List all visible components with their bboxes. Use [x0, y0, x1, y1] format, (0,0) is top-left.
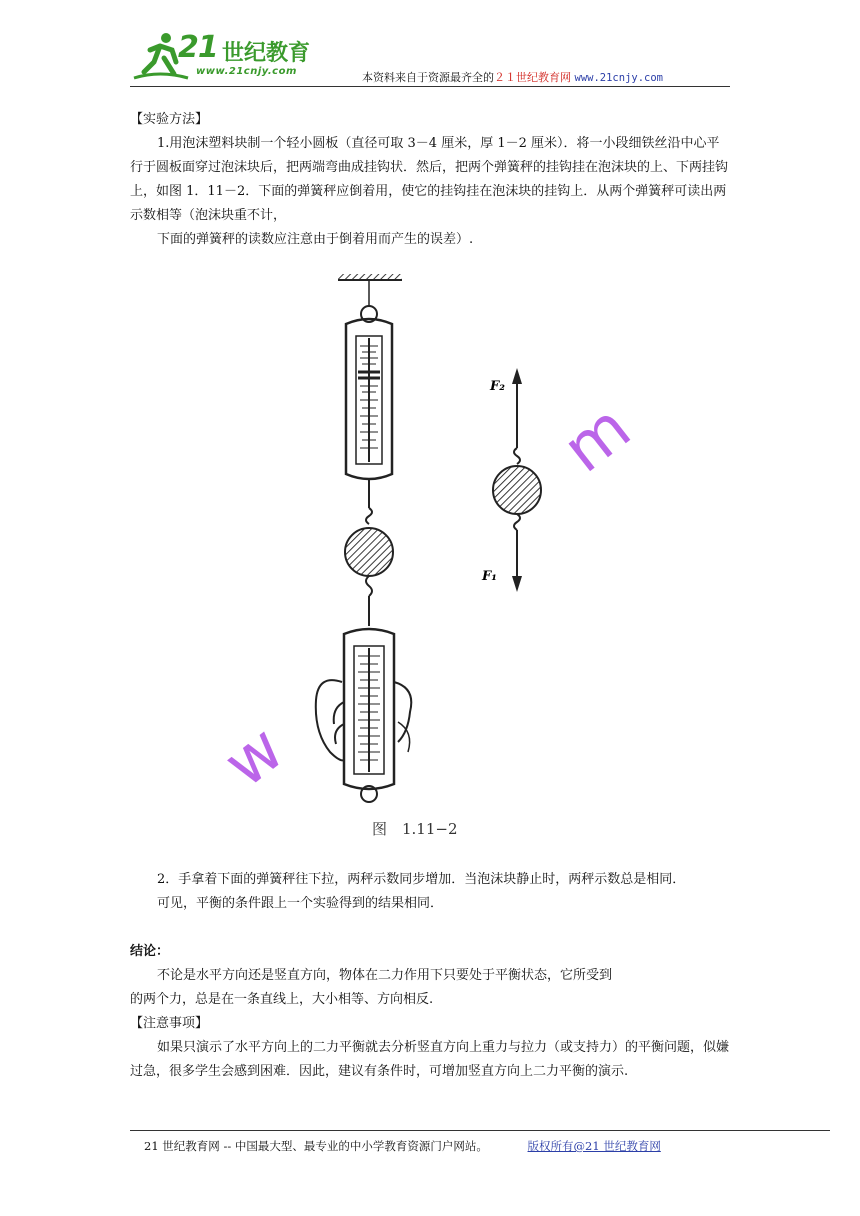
notes-section: [130, 1012, 730, 1084]
notes-paragraph: 如果只演示了水平方向上的二力平衡就去分析竖直方向上重力与拉力（或支持力）的平衡问题，似嫌过急，很多学生会感到困难．因此，建议有条件时，可增加竖直方向上二力平衡的演示.: [130, 1040, 730, 1079]
method-paragraph-1: 1.用泡沫塑料块制一个轻小圆板（直径可取 3－4 厘米，厚 1－2 厘米）．将一小段细铁丝沿中心平行于圆板面穿过泡沫块后，把两端弯曲成挂钩状．然后，把两个弹簧秤的挂钩挂在泡沫块的上、下两挂钩上，如图 1．11－2．下面的弹簧秤应倒着用，使它的挂钩挂在泡沫块的挂钩上．从两个弹簧秤可读出两示数相等（泡沫块重不计，: [130, 136, 729, 223]
force-label-f2: F₂: [490, 379, 505, 394]
conclusion-heading: 结论：: [130, 944, 170, 959]
force-label-f1: F₁: [482, 569, 497, 584]
conclusion-section: [130, 940, 730, 1012]
footer-divider: [130, 1130, 830, 1131]
step2-section: [130, 868, 730, 916]
upper-spring-scale: [346, 306, 392, 524]
conclusion-line-1: 不论是水平方向还是竖直方向，物体在二力作用下只要处于平衡状态，它所受到: [157, 968, 613, 983]
step2-paragraph-1: 2．手拿着下面的弹簧秤往下拉，两秤示数同步增加．当泡沫块静止时，两秤示数总是相同．: [157, 872, 686, 887]
method-paragraph-2: 下面的弹簧秤的读数应注意由于倒着用而产生的误差）.: [157, 232, 474, 247]
lower-spring-scale: [316, 629, 412, 802]
page-header: [130, 28, 730, 86]
foam-disc: [345, 528, 393, 626]
logo-url: www.21cnjy.com: [196, 66, 297, 77]
page-footer: [144, 1138, 661, 1154]
notes-heading: 【注意事项】: [130, 1016, 209, 1031]
source-site-link[interactable]: ２１世纪教育网: [494, 71, 571, 84]
spring-scale-figure: [270, 262, 650, 842]
watermark-left: w: [210, 711, 298, 803]
header-source-line: [362, 69, 663, 85]
method-heading: 【实验方法】: [130, 112, 209, 127]
step2-paragraph-2: 可见，平衡的条件跟上一个实验得到的结果相同．: [157, 896, 444, 911]
logo-number: 21: [178, 30, 218, 65]
logo-text: 世纪教育: [222, 41, 311, 66]
source-prefix: 本资料来自于资源最齐全的: [362, 71, 494, 84]
method-section: [130, 108, 730, 252]
force-diagram: [481, 368, 541, 592]
site-logo[interactable]: [130, 28, 340, 86]
ceiling-mount: [338, 274, 402, 306]
conclusion-line-2: 的两个力，总是在一条直线上，大小相等、方向相反.: [130, 992, 434, 1007]
figure-caption: 图 1.11−2: [372, 820, 458, 838]
watermark-right: m: [549, 390, 645, 488]
footer-text: 21 世纪教育网 -- 中国最大型、最专业的中小学教育资源门户网站。: [144, 1139, 488, 1153]
source-url-link[interactable]: www.21cnjy.com: [574, 72, 664, 84]
copyright-link[interactable]: 版权所有@21 世纪教育网: [527, 1139, 661, 1153]
header-divider: [130, 86, 730, 87]
